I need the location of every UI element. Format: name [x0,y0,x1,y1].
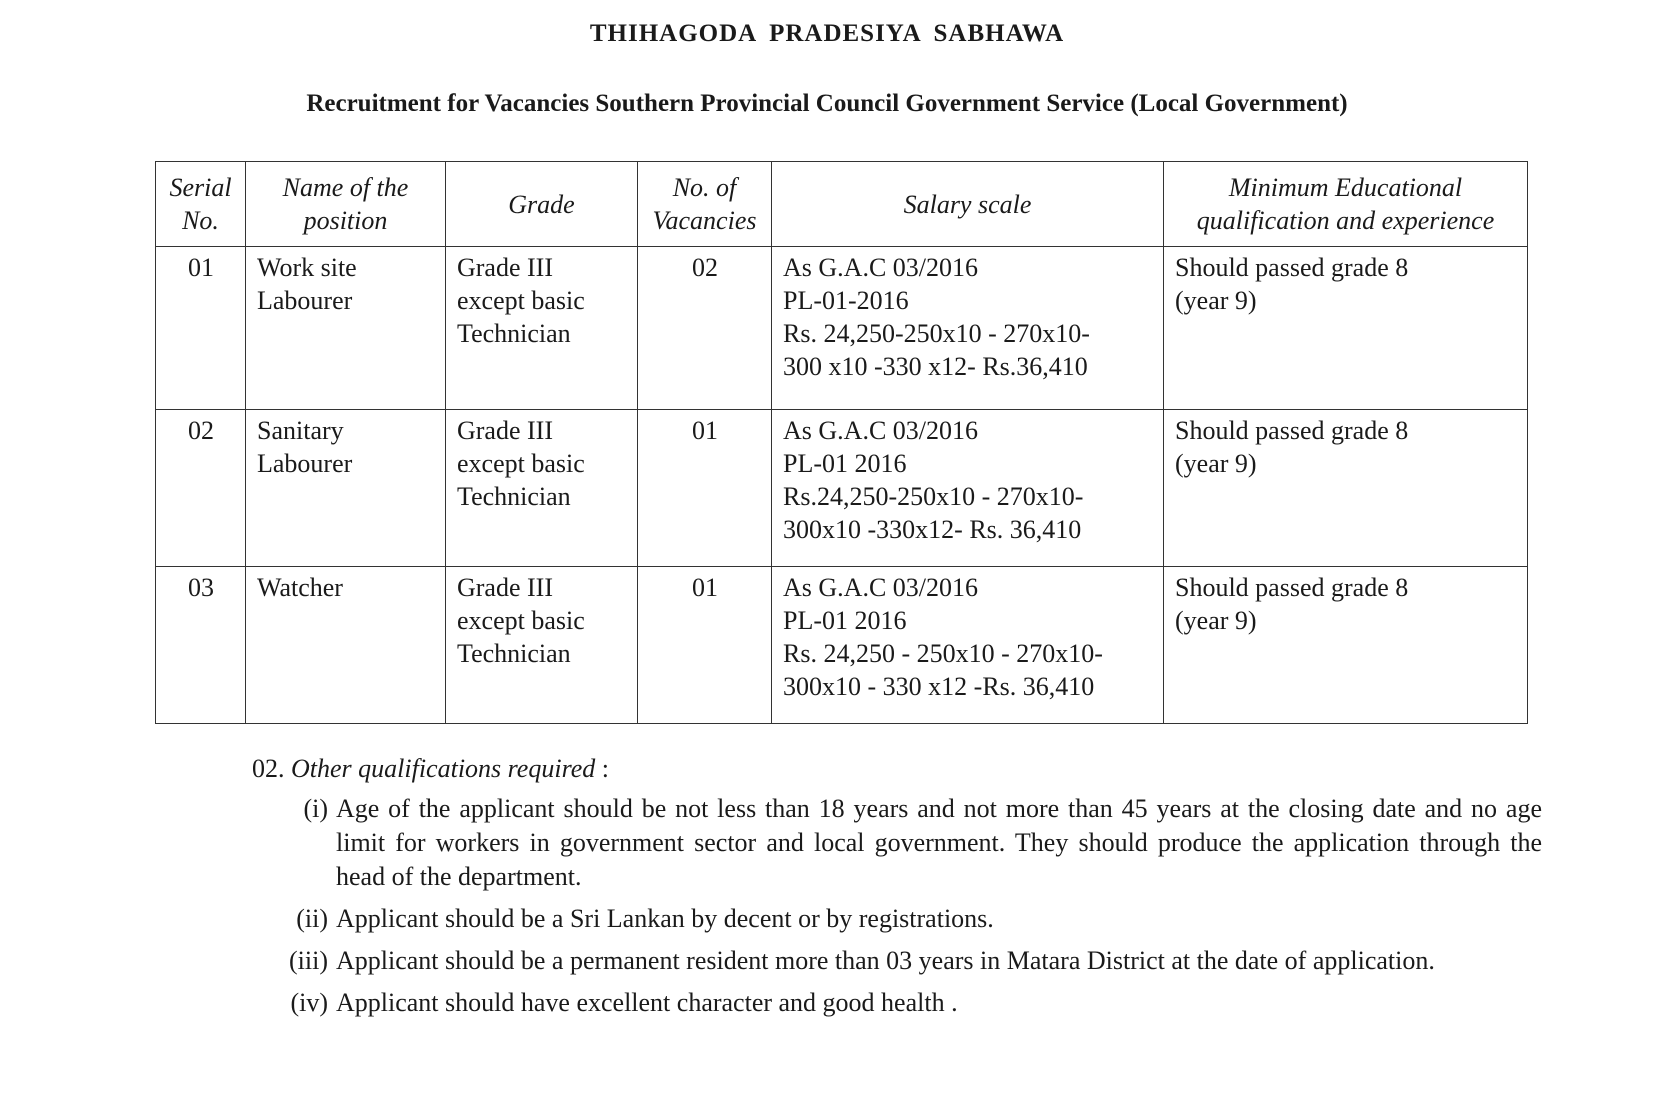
list-item-text: Age of the applicant should be not less than 18 years and not more than 45 years at the closing date and no age limit for workers in government sector and local government. They should produce the application through the head of the department. [336,794,1542,891]
cell-serial: 03 [156,567,246,724]
list-item-number: (ii) [296,904,328,933]
table-row [156,410,1528,567]
cell-position: Work site Labourer [246,247,446,410]
cell-grade: Grade III except basic Technician [446,567,638,724]
list-item-number: (iv) [290,988,328,1017]
cell-salary: As G.A.C 03/2016 PL-01 2016 Rs.24,250-250x10 - 270x10- 300x10 -330x12- Rs. 36,410 [772,410,1164,567]
header-position: Name of the position [246,162,446,247]
cell-grade: Grade III except basic Technician [446,410,638,567]
list-item [252,986,1542,1020]
page-title: THIHAGODA PRADESIYA SABHAWA [589,20,1065,47]
vacancy-table [155,161,1528,724]
cell-vacancies: 01 [638,567,772,724]
cell-salary: As G.A.C 03/2016 PL-01 2016 Rs. 24,250 - 250x10 - 270x10- 300x10 - 330 x12 -Rs. 36,410 [772,567,1164,724]
table-row [156,247,1528,410]
list-item-text: Applicant should be a permanent resident more than 03 years in Matara District at the date of application. [336,946,1435,975]
other-qualifications-section [252,752,1542,1028]
list-item-text: Applicant should have excellent character and good health . [336,988,958,1017]
cell-qualification: Should passed grade 8 (year 9) [1164,247,1528,410]
cell-vacancies: 01 [638,410,772,567]
header-qualification: Minimum Educational qualification and experience [1164,162,1528,247]
header-salary: Salary scale [772,162,1164,247]
cell-vacancies: 02 [638,247,772,410]
page-subtitle: Recruitment for Vacancies Southern Provincial Council Government Service (Local Government) [306,90,1348,117]
header-vacancies: No. of Vacancies [638,162,772,247]
cell-qualification: Should passed grade 8 (year 9) [1164,567,1528,724]
list-item-number: (i) [303,794,328,823]
header-serial: Serial No. [156,162,246,247]
header-grade: Grade [446,162,638,247]
other-qualifications-heading: 02. Other qualifications required : [252,754,610,783]
list-item-number: (iii) [289,946,328,975]
list-item [252,902,1542,936]
cell-serial: 01 [156,247,246,410]
table-row [156,567,1528,724]
list-item [252,944,1542,978]
cell-salary: As G.A.C 03/2016 PL-01-2016 Rs. 24,250-250x10 - 270x10- 300 x10 -330 x12- Rs.36,410 [772,247,1164,410]
cell-position: Sanitary Labourer [246,410,446,567]
cell-position: Watcher [246,567,446,724]
list-item [252,792,1542,894]
cell-qualification: Should passed grade 8 (year 9) [1164,410,1528,567]
table-header-row [156,162,1528,247]
list-item-text: Applicant should be a Sri Lankan by decent or by registrations. [336,904,994,933]
cell-grade: Grade III except basic Technician [446,247,638,410]
cell-serial: 02 [156,410,246,567]
